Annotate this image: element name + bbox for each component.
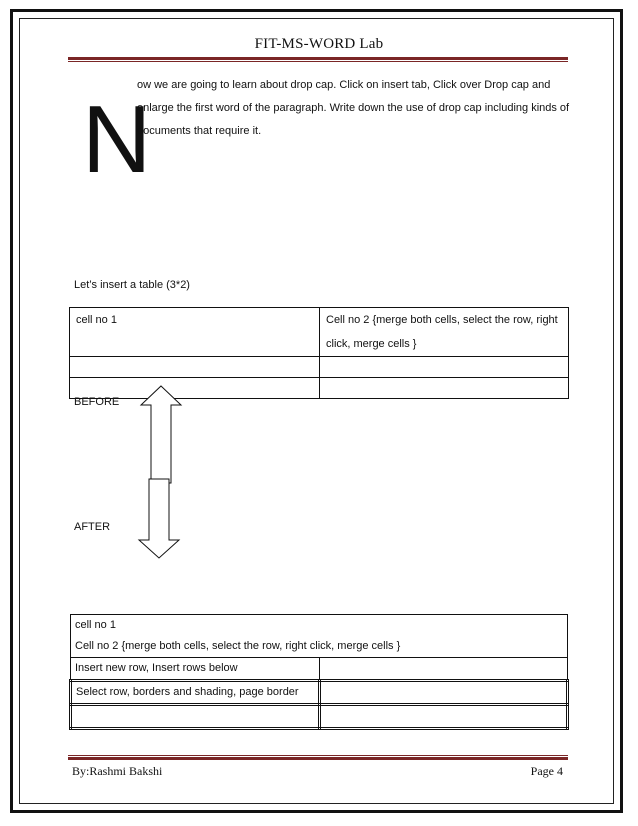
table-intro-text: Let’s insert a table (3*2)	[74, 279, 190, 291]
table-cell[interactable]	[320, 378, 569, 399]
footer-author: By:Rashmi Bakshi	[72, 764, 163, 778]
table-cell[interactable]: Insert new row, Insert rows below	[71, 658, 320, 681]
table-cell[interactable]	[320, 658, 568, 681]
table-row	[71, 681, 568, 705]
down-arrow-icon	[137, 478, 181, 560]
header-rule-thin	[68, 61, 568, 62]
table-cell[interactable]: Select row, borders and shading, page border	[71, 681, 320, 705]
table-after	[69, 614, 569, 730]
table-cell[interactable]	[320, 308, 569, 357]
table-cell[interactable]	[71, 705, 320, 729]
footer-rule	[68, 757, 568, 760]
table-row	[70, 357, 569, 378]
after-label: AFTER	[74, 521, 111, 533]
cell-text-line: click, merge cells }	[326, 338, 417, 350]
intro-line: enlarge the first word of the paragraph. Write down the use of drop cap including kinds of	[137, 102, 570, 114]
table-row	[70, 308, 569, 357]
cell-text-line: cell no 1	[75, 619, 116, 631]
table-cell[interactable]	[70, 357, 320, 378]
table-cell[interactable]	[320, 681, 568, 705]
footer-rule-thin	[68, 755, 568, 756]
table-row	[71, 615, 568, 658]
before-label: BEFORE	[74, 396, 120, 408]
intro-paragraph	[137, 74, 577, 143]
intro-line: documents that require it.	[137, 125, 262, 137]
merged-table-cell[interactable]	[71, 615, 568, 658]
table-row	[71, 658, 568, 681]
intro-line: ow we are going to learn about drop cap. Click on insert tab, Click over Drop cap and	[137, 79, 551, 91]
drop-cap-letter: N	[82, 86, 152, 193]
table-cell[interactable]: cell no 1	[70, 308, 320, 357]
header-title: FIT-MS-WORD Lab	[254, 36, 384, 52]
table-cell[interactable]	[320, 705, 568, 729]
cell-text-line: Cell no 2 {merge both cells, select the row, right	[326, 314, 558, 326]
page-number: Page 4	[530, 764, 563, 778]
header-rule	[68, 57, 568, 60]
up-arrow-icon	[139, 385, 183, 485]
cell-text-line: Cell no 2 {merge both cells, select the row, right click, merge cells }	[75, 640, 401, 652]
table-cell[interactable]	[320, 357, 569, 378]
table-row	[71, 705, 568, 729]
